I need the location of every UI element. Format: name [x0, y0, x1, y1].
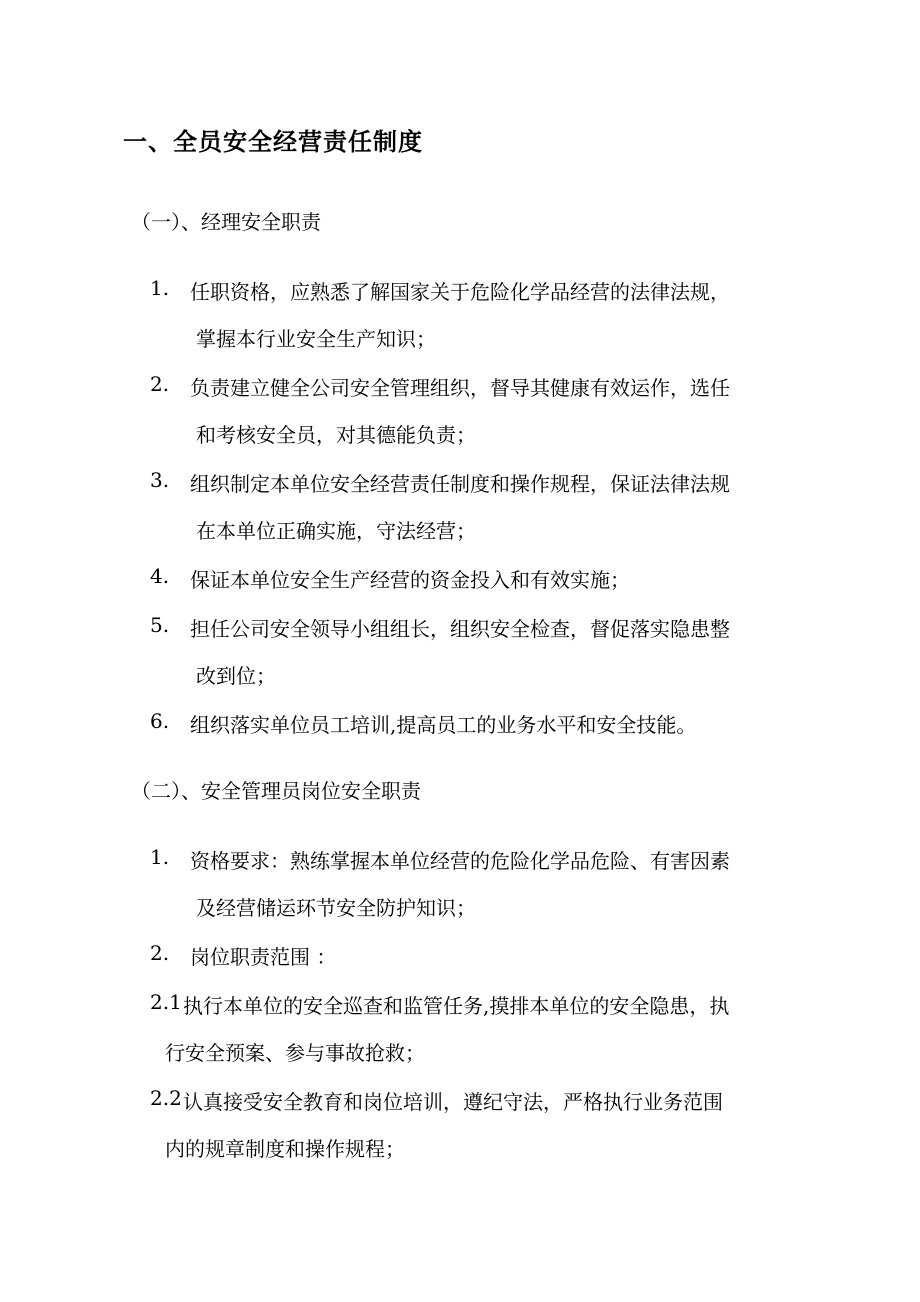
item-number: 1. [150, 276, 170, 300]
item-text-continued: 掌握本行业安全生产知识； [196, 327, 436, 351]
item-text: 组织制定本单位安全经营责任制度和操作规程，保证法律法规 [190, 472, 730, 496]
item-number: 4. [150, 564, 170, 588]
section-heading-safety-officer: （二）、安全管理员岗位安全职责 [131, 779, 421, 803]
item-number: 2. [150, 941, 170, 965]
item-text-continued: 改到位； [196, 664, 276, 688]
item-text: 岗位职责范围 ： [190, 945, 337, 969]
item-text-continued: 和考核安全员，对其德能负责； [196, 423, 476, 447]
item-number: 1. [150, 845, 170, 869]
item-text-continued: 在本单位正确实施，守法经营； [196, 519, 476, 543]
document-title: 一、全员安全经营责任制度 [123, 128, 423, 156]
item-number: 3. [150, 468, 170, 492]
item-text: 任职资格，应熟悉了解国家关于危险化学品经营的法律法规， [190, 280, 730, 304]
item-text-continued: 及经营储运环节安全防护知识； [196, 896, 476, 920]
item-number: 2. [150, 372, 170, 396]
item-text: 负责建立健全公司安全管理组织，督导其健康有效运作，选任 [190, 376, 730, 400]
item-number: 2.2 [150, 1086, 182, 1110]
item-text: 认真接受安全教育和岗位培训，遵纪守法，严格执行业务范围 [183, 1090, 723, 1114]
item-number: 2.1 [150, 990, 182, 1014]
section-heading-manager: （一）、经理安全职责 [131, 210, 321, 234]
item-text-continued: 内的规章制度和操作规程； [165, 1137, 405, 1161]
item-text: 担任公司安全领导小组组长，组织安全检查，督促落实隐患整 [190, 617, 730, 641]
item-text: 执行本单位的安全巡查和监管任务,摸排本单位的安全隐患，执 [183, 994, 730, 1018]
item-text: 组织落实单位员工培训,提高员工的业务水平和安全技能。 [190, 713, 697, 737]
item-text: 保证本单位安全生产经营的资金投入和有效实施； [190, 568, 630, 592]
item-text-continued: 行安全预案、参与事故抢救； [165, 1041, 425, 1065]
item-text: 资格要求：熟练掌握本单位经营的危险化学品危险、有害因素 [190, 849, 730, 873]
item-number: 5. [150, 613, 170, 637]
item-number: 6. [150, 709, 170, 733]
